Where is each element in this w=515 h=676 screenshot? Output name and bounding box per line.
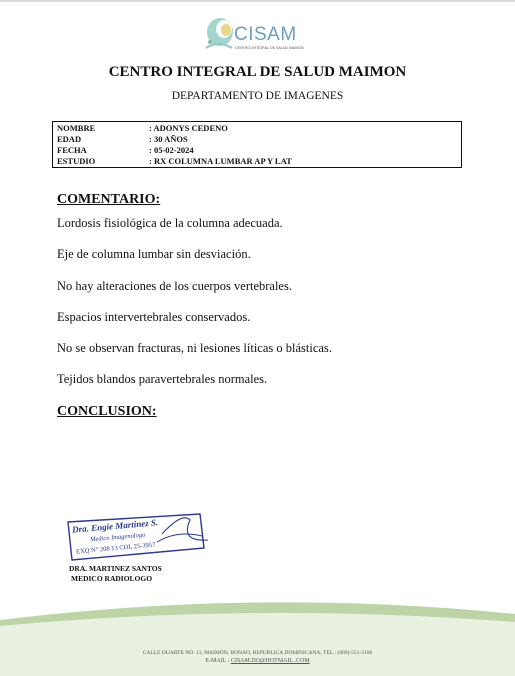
stamp-exequatur: EXQ N° 208 13 COL 25-3957 bbox=[75, 541, 156, 556]
comment-line: No hay alteraciones de los cuerpos vertebrales. bbox=[57, 279, 292, 293]
comment-line: Espacios intervertebrales conservados. bbox=[57, 310, 251, 324]
signature-title: MEDICO RADIOLOGO bbox=[71, 574, 153, 583]
conclusion-heading: CONCLUSION: bbox=[57, 404, 157, 419]
comment-line: Eje de columna lumbar sin desviación. bbox=[57, 247, 251, 261]
stamp-name: Dra. Engie Martinez S. bbox=[71, 517, 159, 535]
logo-name: CISAM bbox=[234, 24, 297, 45]
logo-subtitle: CENTRO INTEGRAL DE SALUD MAIMON bbox=[235, 46, 304, 50]
comment-line: No se observan fracturas, ni lesiones líticas o blásticas. bbox=[57, 341, 332, 355]
comment-line: Tejidos blandos paravertebrales normales. bbox=[57, 372, 268, 386]
info-label: EDAD bbox=[57, 134, 82, 144]
footer-email-label: E-MAIL : bbox=[205, 658, 231, 664]
footer-email-line bbox=[0, 658, 515, 664]
info-value: : ADONYS CEDENO bbox=[149, 123, 228, 133]
footer-address: CALLE DUARTE NO. 13, MAIMÓN, BONAO, REPUBLICA DOMINICANA, TEL.: (809)-551-2106 bbox=[142, 650, 373, 656]
info-label: FECHA bbox=[57, 145, 87, 155]
info-value: : 05-02-2024 bbox=[149, 145, 194, 155]
department-title: DEPARTAMENTO DE IMAGENES bbox=[171, 90, 344, 102]
signature-name: DRA. MARTINEZ SANTOS bbox=[69, 564, 162, 573]
footer-email-link[interactable]: CISAM.DO@HOTMAIL .COM bbox=[230, 658, 310, 664]
cisam-logo bbox=[198, 12, 323, 58]
info-label: NOMBRE bbox=[57, 123, 96, 133]
comment-heading: COMENTARIO: bbox=[57, 192, 161, 207]
comment-line: Lordosis fisiológica de la columna adecuada. bbox=[57, 216, 283, 230]
clinic-title: CENTRO INTEGRAL DE SALUD MAIMON bbox=[108, 64, 407, 80]
footer-wave bbox=[0, 600, 515, 676]
info-value: : 30 AÑOS bbox=[149, 134, 188, 144]
stamp-specialty: Medico Imagenologo bbox=[89, 531, 146, 544]
patient-info-box bbox=[52, 121, 462, 168]
info-value: : RX COLUMNA LUMBAR AP Y LAT bbox=[149, 156, 292, 166]
info-label: ESTUDIO bbox=[57, 156, 96, 166]
